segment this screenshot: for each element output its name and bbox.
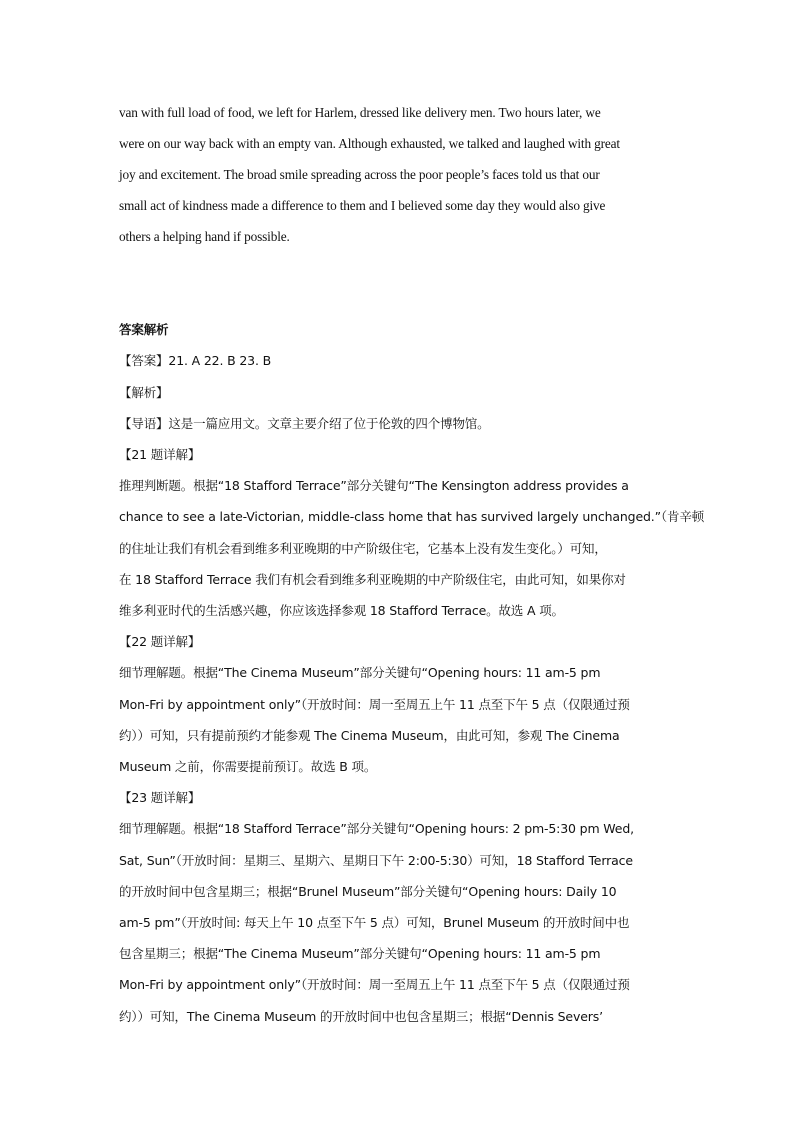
- answer-section-title: 答案解析: [119, 322, 169, 337]
- q22-line-1: 细节理解题。根据“The Cinema Museum”部分关键句“Opening hours: 11 am-5 pm: [119, 665, 601, 680]
- q21-line-3: 的住址让我们有机会看到维多利亚晚期的中产阶级住宅，它基本上没有发生变化。）可知，: [119, 541, 607, 556]
- q22-line-3: 约））可知，只有提前预约才能参观 The Cinema Museum，由此可知，参观 The Cinema: [119, 728, 620, 743]
- passage-line-5: others a helping hand if possible.: [119, 229, 290, 244]
- q21-heading: 【21 题详解】: [119, 447, 201, 462]
- intro-line: 【导语】这是一篇应用文。文章主要介绍了位于伦敦的四个博物馆。: [119, 416, 490, 431]
- q21-line-2: chance to see a late-Victorian, middle-class home that has survived largely unchanged.”（肯辛顿: [119, 509, 705, 524]
- q23-line-2: Sat, Sun”（开放时间：星期三、星期六、星期日下午 2:00-5:30）可知，18 Stafford Terrace: [119, 853, 633, 868]
- passage-line-1: van with full load of food, we left for Harlem, dressed like delivery men. Two hours later, we: [119, 105, 601, 120]
- passage-line-3: joy and excitement. The broad smile spreading across the poor people’s faces told us that our: [119, 167, 600, 182]
- q23-line-4: am-5 pm”（开放时间: 每天上午 10 点至下午 5 点）可知，Brunel Museum 的开放时间中也: [119, 915, 630, 930]
- passage-line-2: were on our way back with an empty van. Although exhausted, we talked and laughed with great: [119, 136, 620, 151]
- q23-line-6: Mon-Fri by appointment only”（开放时间：周一至周五上午 11 点至下午 5 点（仅限通过预: [119, 977, 630, 992]
- q23-heading: 【23 题详解】: [119, 790, 201, 805]
- q21-line-4: 在 18 Stafford Terrace 我们有机会看到维多利亚晚期的中产阶级住宅，由此可知，如果你对: [119, 572, 626, 587]
- q21-line-5: 维多利亚时代的生活感兴趣，你应该选择参观 18 Stafford Terrace。故选 A 项。: [119, 603, 564, 618]
- q21-line-1: 推理判断题。根据“18 Stafford Terrace”部分关键句“The Kensington address provides a: [119, 478, 629, 493]
- q22-heading: 【22 题详解】: [119, 634, 201, 649]
- passage-line-4: small act of kindness made a difference to them and I believed some day they would also give: [119, 198, 606, 213]
- q22-line-4: Museum 之前，你需要提前预订。故选 B 项。: [119, 759, 377, 774]
- answer-line: 【答案】21. A 22. B 23. B: [119, 353, 272, 368]
- analysis-tag: 【解析】: [119, 385, 169, 400]
- q23-line-7: 约））可知，The Cinema Museum 的开放时间中也包含星期三；根据“Dennis Severs’: [119, 1009, 603, 1024]
- q23-line-3: 的开放时间中包含星期三；根据“Brunel Museum”部分关键句“Opening hours: Daily 10: [119, 884, 617, 899]
- q23-line-5: 包含星期三；根据“The Cinema Museum”部分关键句“Opening hours: 11 am-5 pm: [119, 946, 601, 961]
- q23-line-1: 细节理解题。根据“18 Stafford Terrace”部分关键句“Opening hours: 2 pm-5:30 pm Wed,: [119, 821, 634, 836]
- q22-line-2: Mon-Fri by appointment only”（开放时间：周一至周五上午 11 点至下午 5 点（仅限通过预: [119, 697, 630, 712]
